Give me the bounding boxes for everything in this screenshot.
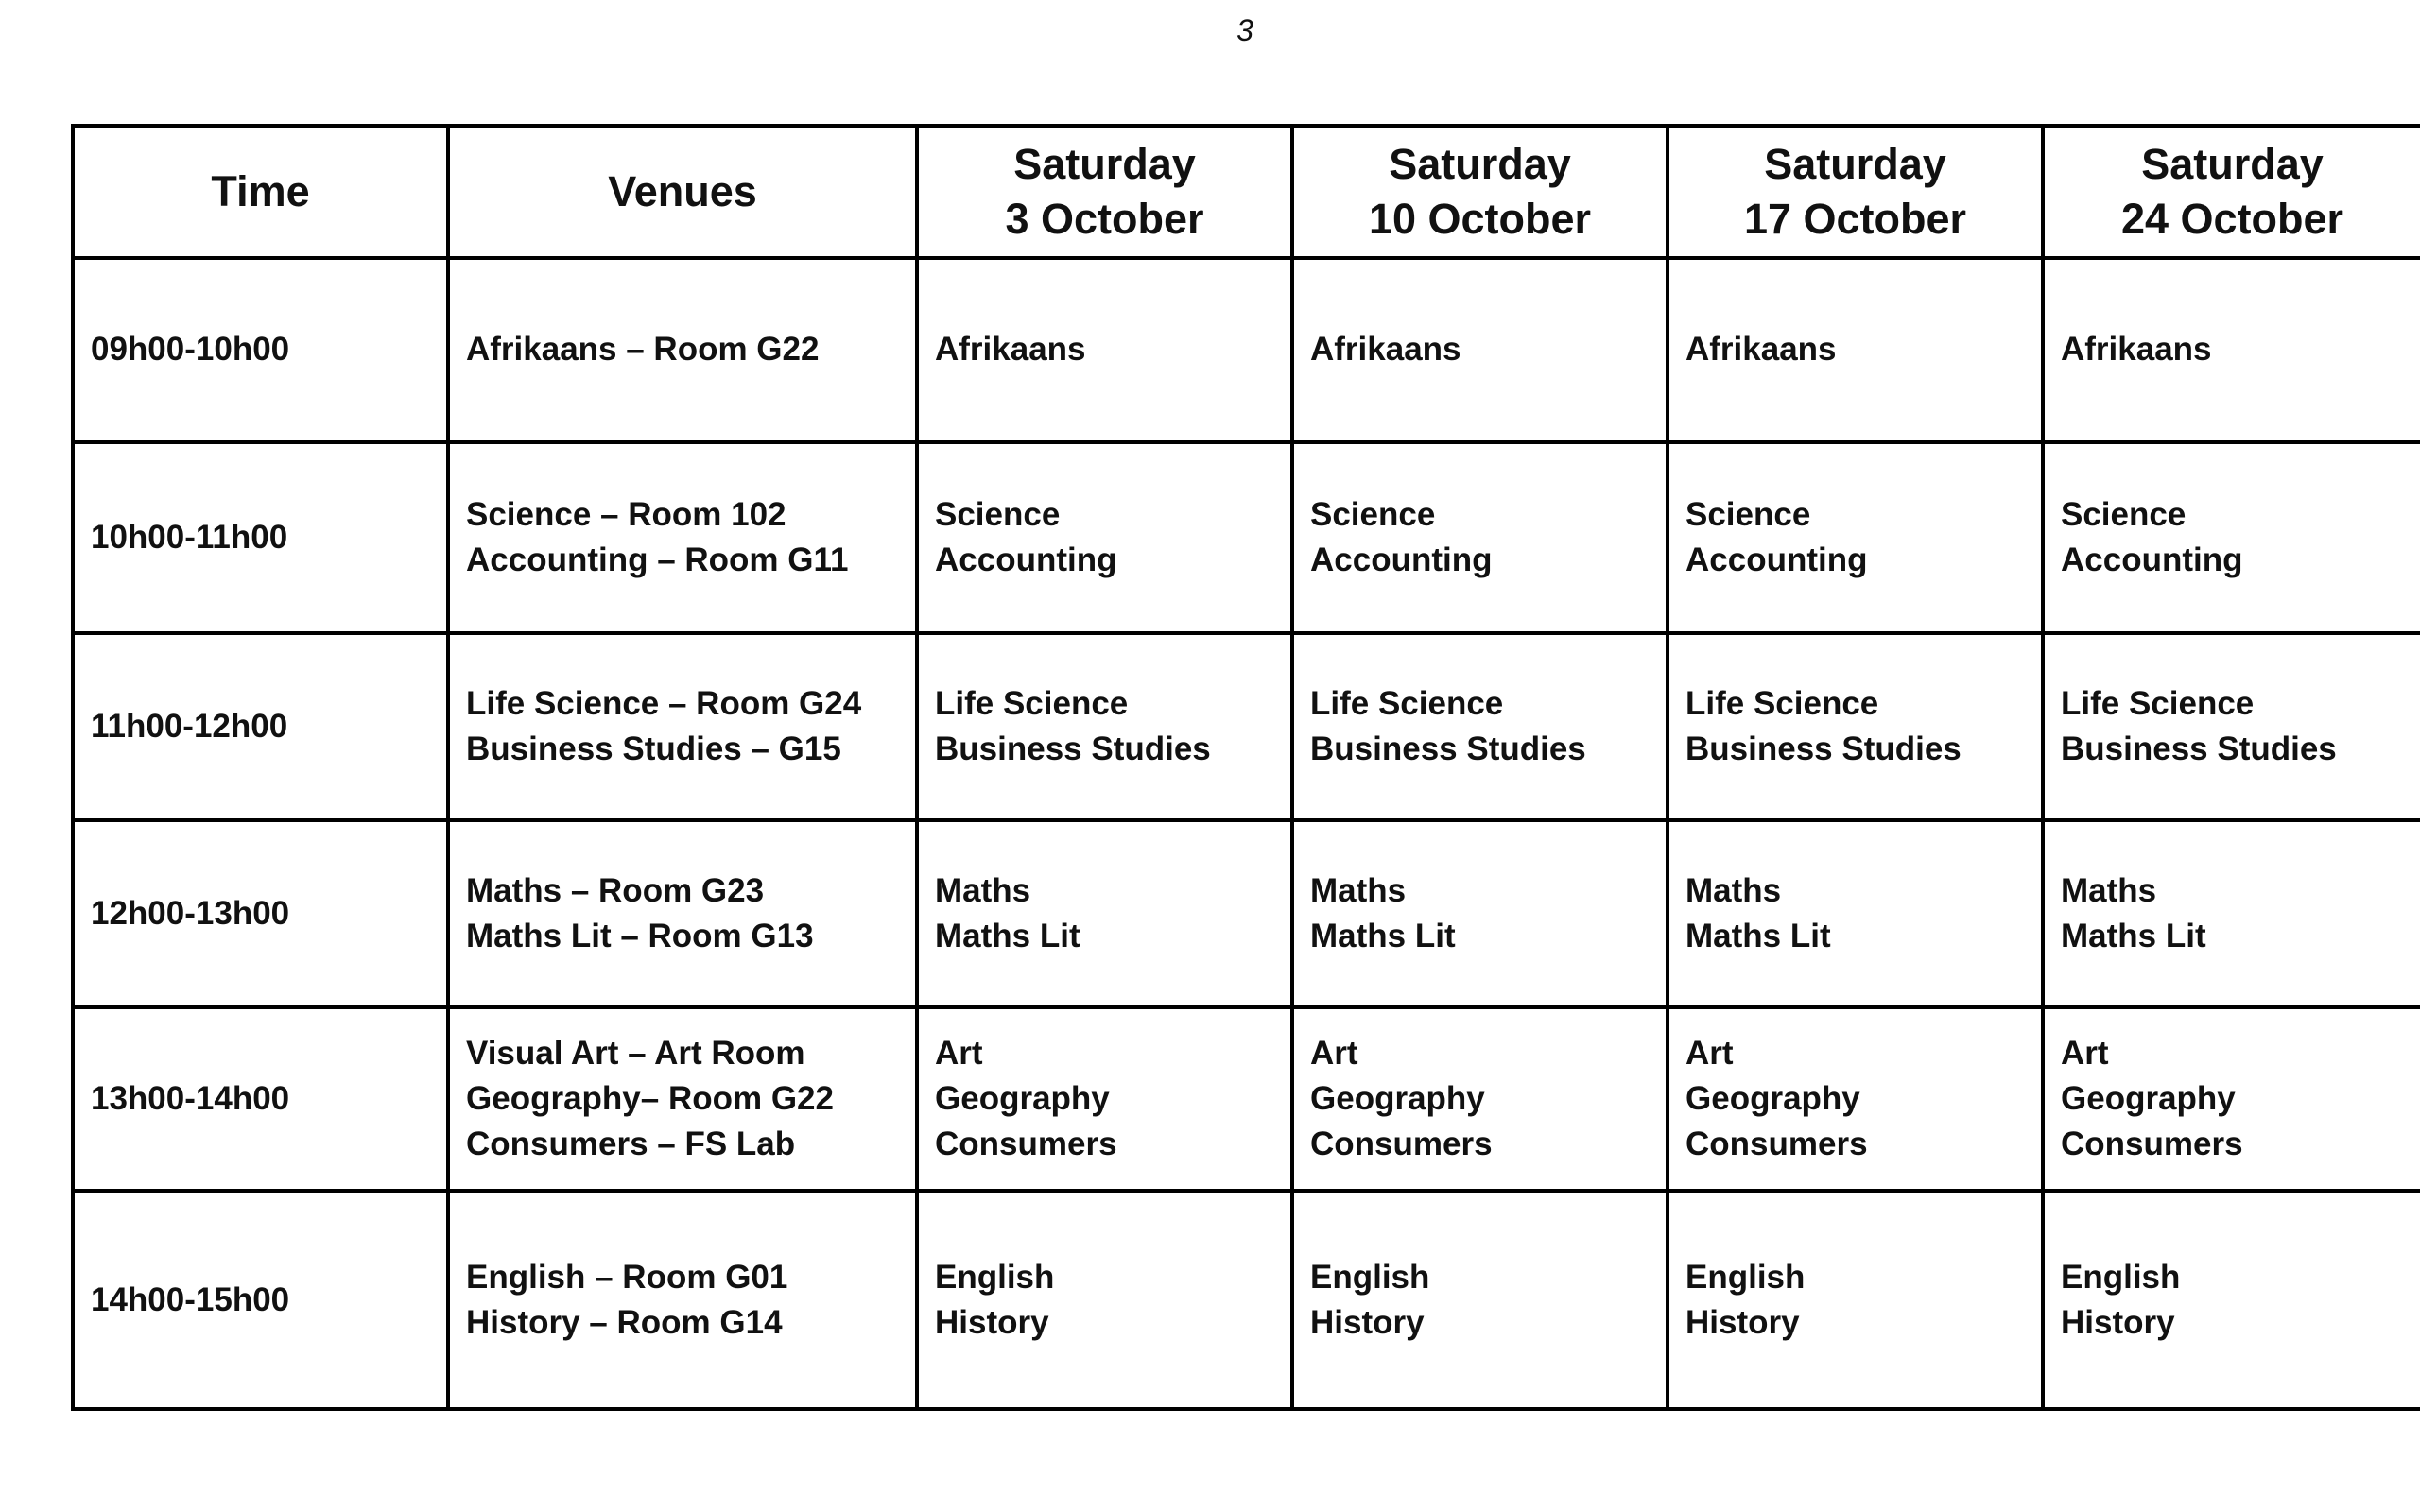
day-cell: [2043, 820, 2420, 1007]
day-cell: [1292, 258, 1668, 442]
time-cell: [73, 1191, 448, 1409]
subject-entry: Life Science: [2061, 685, 2255, 723]
day-cell: [1668, 1007, 2043, 1192]
table-row: [73, 820, 2420, 1007]
subject-entry: Science: [935, 495, 1061, 533]
header-day-name: Saturday: [1013, 140, 1196, 188]
venue-entry: Business Studies – G15: [466, 730, 841, 768]
day-cell: [2043, 633, 2420, 820]
venue-entry: Visual Art – Art Room: [466, 1034, 805, 1072]
venue-entry: Science – Room 102: [466, 495, 786, 533]
header-label: Time: [211, 167, 310, 215]
subject-entry: Afrikaans: [1685, 331, 1837, 369]
day-cell: [2043, 258, 2420, 442]
day-cell: [1292, 1191, 1668, 1409]
day-cell: [917, 633, 1292, 820]
schedule-table: [71, 124, 2420, 1411]
header-time: [73, 126, 448, 258]
subject-entry: English: [2061, 1258, 2181, 1296]
day-cell: [2043, 1007, 2420, 1192]
subject-entry: Consumers: [2061, 1125, 2243, 1162]
subject-entry: Business Studies: [1310, 730, 1586, 768]
day-cell: [1668, 1191, 2043, 1409]
subject-entry: Geography: [2061, 1079, 2236, 1117]
day-cell: [1668, 442, 2043, 634]
day-cell: [917, 442, 1292, 634]
venue-entry: Afrikaans – Room G22: [466, 331, 820, 369]
day-cell: [917, 258, 1292, 442]
day-cell: [1668, 820, 2043, 1007]
venues-cell: [448, 1191, 917, 1409]
subject-entry: Science: [2061, 495, 2187, 533]
subject-entry: Afrikaans: [2061, 331, 2212, 369]
subject-entry: Business Studies: [935, 730, 1211, 768]
header-day-name: Saturday: [2141, 140, 2324, 188]
time-slot: 13h00-14h00: [91, 1079, 290, 1117]
subject-entry: Art: [1685, 1034, 1734, 1072]
subject-entry: Consumers: [935, 1125, 1117, 1162]
venue-entry: History – Room G14: [466, 1303, 783, 1341]
day-cell: [1292, 633, 1668, 820]
subject-entry: English: [1685, 1258, 1806, 1296]
day-cell: [917, 820, 1292, 1007]
header-day-name: Saturday: [1764, 140, 1946, 188]
page-number: 3: [1236, 13, 1253, 47]
subject-entry: History: [935, 1303, 1049, 1341]
subject-entry: Art: [935, 1034, 983, 1072]
venue-entry: Maths Lit – Room G13: [466, 917, 814, 954]
subject-entry: Maths Lit: [2061, 917, 2206, 954]
time-slot: 09h00-10h00: [91, 331, 290, 369]
subject-entry: Maths Lit: [1685, 917, 1831, 954]
time-cell: [73, 442, 448, 634]
day-cell: [1292, 442, 1668, 634]
venues-cell: [448, 258, 917, 442]
day-cell: [2043, 1191, 2420, 1409]
day-cell: [2043, 442, 2420, 634]
venue-entry: Geography– Room G22: [466, 1079, 834, 1117]
subject-entry: Maths Lit: [935, 917, 1080, 954]
subject-entry: History: [2061, 1303, 2175, 1341]
subject-entry: Afrikaans: [935, 331, 1086, 369]
day-cell: [1668, 258, 2043, 442]
subject-entry: Maths: [1310, 871, 1407, 909]
time-cell: [73, 1007, 448, 1192]
subject-entry: Art: [2061, 1034, 2109, 1072]
time-slot: 10h00-11h00: [91, 518, 288, 556]
subject-entry: Maths: [2061, 871, 2157, 909]
subject-entry: Geography: [1685, 1079, 1860, 1117]
subject-entry: Accounting: [935, 541, 1117, 578]
time-cell: [73, 258, 448, 442]
subject-entry: Maths Lit: [1310, 917, 1456, 954]
venues-cell: [448, 633, 917, 820]
subject-entry: Science: [1310, 495, 1436, 533]
subject-entry: Life Science: [935, 685, 1129, 723]
subject-entry: Life Science: [1310, 685, 1504, 723]
subject-entry: History: [1310, 1303, 1425, 1341]
venue-entry: Consumers – FS Lab: [466, 1125, 796, 1162]
header-day: [917, 126, 1292, 258]
subject-entry: History: [1685, 1303, 1800, 1341]
venue-entry: Accounting – Room G11: [466, 541, 849, 578]
subject-entry: Consumers: [1685, 1125, 1868, 1162]
day-cell: [1668, 633, 2043, 820]
header-day: [2043, 126, 2420, 258]
venue-entry: Maths – Room G23: [466, 871, 765, 909]
subject-entry: Business Studies: [2061, 730, 2337, 768]
header-date: 17 October: [1743, 195, 1967, 243]
subject-entry: Afrikaans: [1310, 331, 1461, 369]
day-cell: [917, 1191, 1292, 1409]
subject-entry: Maths: [935, 871, 1031, 909]
venues-cell: [448, 1007, 917, 1192]
subject-entry: Life Science: [1685, 685, 1879, 723]
subject-entry: Geography: [935, 1079, 1110, 1117]
header-day: [1668, 126, 2043, 258]
subject-entry: Accounting: [2061, 541, 2243, 578]
header-row: [73, 126, 2420, 258]
table-row: [73, 633, 2420, 820]
subject-entry: Maths: [1685, 871, 1782, 909]
subject-entry: Accounting: [1685, 541, 1868, 578]
subject-entry: English: [1310, 1258, 1430, 1296]
header-day-name: Saturday: [1389, 140, 1571, 188]
time-slot: 12h00-13h00: [91, 894, 290, 932]
venues-cell: [448, 442, 917, 634]
time-cell: [73, 820, 448, 1007]
subject-entry: English: [935, 1258, 1055, 1296]
day-cell: [1292, 820, 1668, 1007]
subject-entry: Geography: [1310, 1079, 1485, 1117]
subject-entry: Consumers: [1310, 1125, 1493, 1162]
table-row: [73, 1007, 2420, 1192]
subject-entry: Science: [1685, 495, 1811, 533]
time-slot: 14h00-15h00: [91, 1280, 290, 1318]
header-date: 10 October: [1368, 195, 1592, 243]
header-date: 3 October: [1005, 195, 1204, 243]
schedule-body: [73, 258, 2420, 1409]
day-cell: [1292, 1007, 1668, 1192]
header-date: 24 October: [2120, 195, 2344, 243]
table-row: [73, 442, 2420, 634]
table-row: [73, 1191, 2420, 1409]
table-row: [73, 258, 2420, 442]
time-cell: [73, 633, 448, 820]
venue-entry: Life Science – Room G24: [466, 685, 862, 723]
day-cell: [917, 1007, 1292, 1192]
subject-entry: Art: [1310, 1034, 1358, 1072]
time-slot: 11h00-12h00: [91, 708, 288, 746]
header-label: Venues: [608, 167, 757, 215]
subject-entry: Accounting: [1310, 541, 1493, 578]
subject-entry: Business Studies: [1685, 730, 1962, 768]
venue-entry: English – Room G01: [466, 1258, 788, 1296]
header-day: [1292, 126, 1668, 258]
venues-cell: [448, 820, 917, 1007]
header-venues: [448, 126, 917, 258]
